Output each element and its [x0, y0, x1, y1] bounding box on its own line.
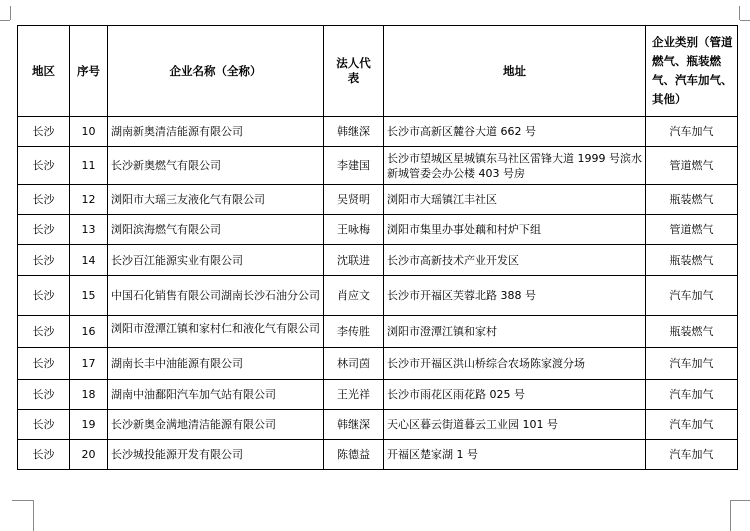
- cell-seq: 16: [70, 316, 108, 348]
- cell-region: 长沙: [18, 185, 70, 215]
- cell-address: 天心区暮云街道暮云工业园 101 号: [384, 410, 646, 440]
- crop-mark: [730, 500, 750, 501]
- cell-seq: 13: [70, 215, 108, 245]
- cell-address: 长沙市开福区芙蓉北路 388 号: [384, 276, 646, 316]
- crop-mark: [33, 500, 34, 531]
- cell-rep: 肖应文: [324, 276, 384, 316]
- cell-category: 汽车加气: [646, 117, 738, 147]
- cell-seq: 10: [70, 117, 108, 147]
- crop-mark: [730, 500, 731, 531]
- table-row: [18, 410, 738, 440]
- table-row: [18, 440, 738, 470]
- cell-name: 浏阳市澄潭江镇和家村仁和液化气有限公司: [111, 321, 320, 335]
- enterprise-table: [17, 25, 738, 470]
- crop-mark: [0, 20, 10, 21]
- cell-category: 汽车加气: [646, 410, 738, 440]
- cell-address: 长沙市开福区洪山桥综合农场陈家渡分场: [384, 348, 646, 380]
- cell-region: 长沙: [18, 276, 70, 316]
- table-header-row: [18, 26, 738, 117]
- cell-region: 长沙: [18, 147, 70, 185]
- cell-address: 浏阳市集里办事处藕和村炉下组: [384, 215, 646, 245]
- cell-name: 浏阳市大瑶三友液化气有限公司: [108, 185, 324, 215]
- table-row: [18, 316, 738, 348]
- cell-name: 长沙新奥燃气有限公司: [108, 147, 324, 185]
- table-row: [18, 117, 738, 147]
- cell-name: 长沙新奥金满地清洁能源有限公司: [108, 410, 324, 440]
- table-row: [18, 185, 738, 215]
- cell-address: 浏阳市大瑶镇江丰社区: [384, 185, 646, 215]
- cell-address: 浏阳市澄潭江镇和家村: [384, 316, 646, 348]
- cell-category: 汽车加气: [646, 380, 738, 410]
- cell-seq: 15: [70, 276, 108, 316]
- cell-region: 长沙: [18, 380, 70, 410]
- cell-rep: 韩继深: [324, 117, 384, 147]
- cell-rep: 林司茵: [324, 348, 384, 380]
- cell-category: 瓶装燃气: [646, 185, 738, 215]
- cell-name: 湖南长丰中油能源有限公司: [108, 348, 324, 380]
- header-region: 地区: [18, 26, 70, 117]
- crop-mark: [10, 6, 11, 20]
- cell-address: 长沙市雨花区雨花路 025 号: [384, 380, 646, 410]
- cell-address: 开福区楚家湖 1 号: [384, 440, 646, 470]
- cell-category: 瓶装燃气: [646, 316, 738, 348]
- cell-seq: 11: [70, 147, 108, 185]
- cell-name: 中国石化销售有限公司湖南长沙石油分公司: [108, 276, 324, 316]
- cell-address: 长沙市望城区星城镇东马社区雷锋大道 1999 号滨水新城管委会办公楼 403 号房: [387, 151, 642, 180]
- cell-name: 湖南中油鄱阳汽车加气站有限公司: [108, 380, 324, 410]
- table-row: [18, 276, 738, 316]
- cell-seq: 18: [70, 380, 108, 410]
- crop-mark: [12, 500, 34, 501]
- table-row: [18, 215, 738, 245]
- cell-rep: 沈联进: [324, 245, 384, 276]
- cell-rep: 李传胜: [324, 316, 384, 348]
- cell-address: 长沙市高新技术产业开发区: [384, 245, 646, 276]
- cell-region: 长沙: [18, 440, 70, 470]
- cell-category: 管道燃气: [646, 147, 738, 185]
- cell-name: 长沙百江能源实业有限公司: [108, 245, 324, 276]
- cell-seq: 14: [70, 245, 108, 276]
- cell-category: 汽车加气: [646, 276, 738, 316]
- header-category: 企业类别（管道燃气、瓶装燃气、汽车加气、其他）: [646, 26, 738, 117]
- cell-rep: 王光祥: [324, 380, 384, 410]
- cell-name: 浏阳滨海燃气有限公司: [108, 215, 324, 245]
- header-address: 地址: [384, 26, 646, 117]
- cell-region: 长沙: [18, 245, 70, 276]
- cell-rep: 吴贤明: [324, 185, 384, 215]
- header-seq: 序号: [70, 26, 108, 117]
- cell-category: 汽车加气: [646, 440, 738, 470]
- table-row: [18, 245, 738, 276]
- cell-category: 管道燃气: [646, 215, 738, 245]
- cell-rep: 韩继深: [324, 410, 384, 440]
- cell-seq: 20: [70, 440, 108, 470]
- table-body: [18, 117, 738, 470]
- cell-name: 长沙城投能源开发有限公司: [108, 440, 324, 470]
- cell-seq: 17: [70, 348, 108, 380]
- crop-mark: [739, 6, 740, 20]
- cell-region: 长沙: [18, 215, 70, 245]
- header-name: 企业名称（全称）: [108, 26, 324, 117]
- cell-region: 长沙: [18, 348, 70, 380]
- table-row: [18, 380, 738, 410]
- table-row: [18, 348, 738, 380]
- cell-rep: 王咏梅: [324, 215, 384, 245]
- cell-category: 汽车加气: [646, 348, 738, 380]
- cell-region: 长沙: [18, 316, 70, 348]
- cell-seq: 19: [70, 410, 108, 440]
- cell-region: 长沙: [18, 117, 70, 147]
- table-row: [18, 147, 738, 185]
- cell-rep: 陈德益: [324, 440, 384, 470]
- cell-rep: 李建国: [324, 147, 384, 185]
- crop-mark: [740, 20, 750, 21]
- header-rep: 法人代表: [324, 26, 384, 117]
- cell-seq: 12: [70, 185, 108, 215]
- cell-category: 瓶装燃气: [646, 245, 738, 276]
- cell-region: 长沙: [18, 410, 70, 440]
- cell-address: 长沙市高新区麓谷大道 662 号: [384, 117, 646, 147]
- cell-name: 湖南新奥清洁能源有限公司: [108, 117, 324, 147]
